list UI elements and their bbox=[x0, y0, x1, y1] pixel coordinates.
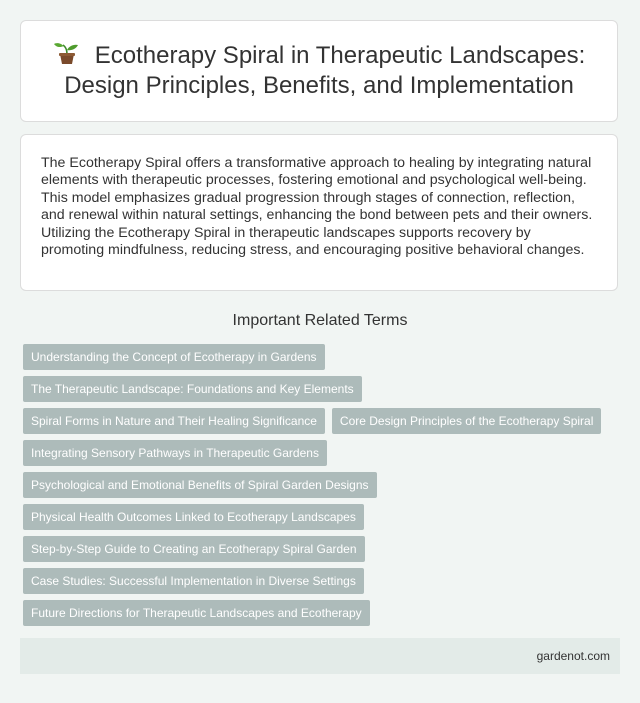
footer bbox=[20, 638, 620, 674]
tag-row bbox=[23, 440, 623, 466]
related-terms-heading: Important Related Terms bbox=[232, 312, 408, 329]
related-term-tag[interactable]: Psychological and Emotional Benefits of Spiral Garden Designs bbox=[23, 472, 377, 498]
related-term-tag[interactable]: Case Studies: Successful Implementation in Diverse Settings bbox=[23, 568, 364, 594]
related-term-tag[interactable]: Integrating Sensory Pathways in Therapeutic Gardens bbox=[23, 440, 327, 466]
related-term-tag[interactable]: The Therapeutic Landscape: Foundations and Key Elements bbox=[23, 376, 362, 402]
related-term-tag[interactable]: Understanding the Concept of Ecotherapy in Gardens bbox=[23, 344, 325, 370]
tag-row bbox=[23, 408, 623, 434]
related-term-tag[interactable]: Core Design Principles of the Ecotherapy Spiral bbox=[332, 408, 601, 434]
tag-row bbox=[23, 472, 623, 498]
tag-row bbox=[23, 344, 623, 370]
tag-row bbox=[23, 600, 623, 626]
tag-row bbox=[23, 376, 623, 402]
related-terms-list bbox=[23, 344, 623, 632]
related-term-tag[interactable]: Spiral Forms in Nature and Their Healing Significance bbox=[23, 408, 325, 434]
site-link[interactable]: gardenot.com bbox=[536, 649, 610, 663]
tag-row bbox=[23, 536, 623, 562]
related-term-tag[interactable]: Physical Health Outcomes Linked to Ecotherapy Landscapes bbox=[23, 504, 364, 530]
tag-row bbox=[23, 568, 623, 594]
tag-row bbox=[23, 504, 623, 530]
title-text: Ecotherapy Spiral in Therapeutic Landscapes: Design Principles, Benefits, and Implementation bbox=[64, 42, 586, 99]
page-title bbox=[39, 41, 599, 101]
summary-card bbox=[20, 134, 618, 291]
related-term-tag[interactable]: Step-by-Step Guide to Creating an Ecotherapy Spiral Garden bbox=[23, 536, 365, 562]
related-term-tag[interactable]: Future Directions for Therapeutic Landscapes and Ecotherapy bbox=[23, 600, 370, 626]
summary-text: The Ecotherapy Spiral offers a transformative approach to healing by integrating natural elements with therapeutic processes, fostering emotional and psychological well-being. This model emphasizes gradual progression through stages of connection, reflection, and renewal within natural settings, enhancing the bond between pets and their owners. Utilizing the Ecotherapy Spiral in therapeutic landscapes supports recovery by promoting mindfulness, reducing stress, and encouraging positive behavioral changes. bbox=[41, 155, 593, 259]
sprout-icon bbox=[53, 41, 81, 65]
title-card bbox=[20, 20, 618, 122]
